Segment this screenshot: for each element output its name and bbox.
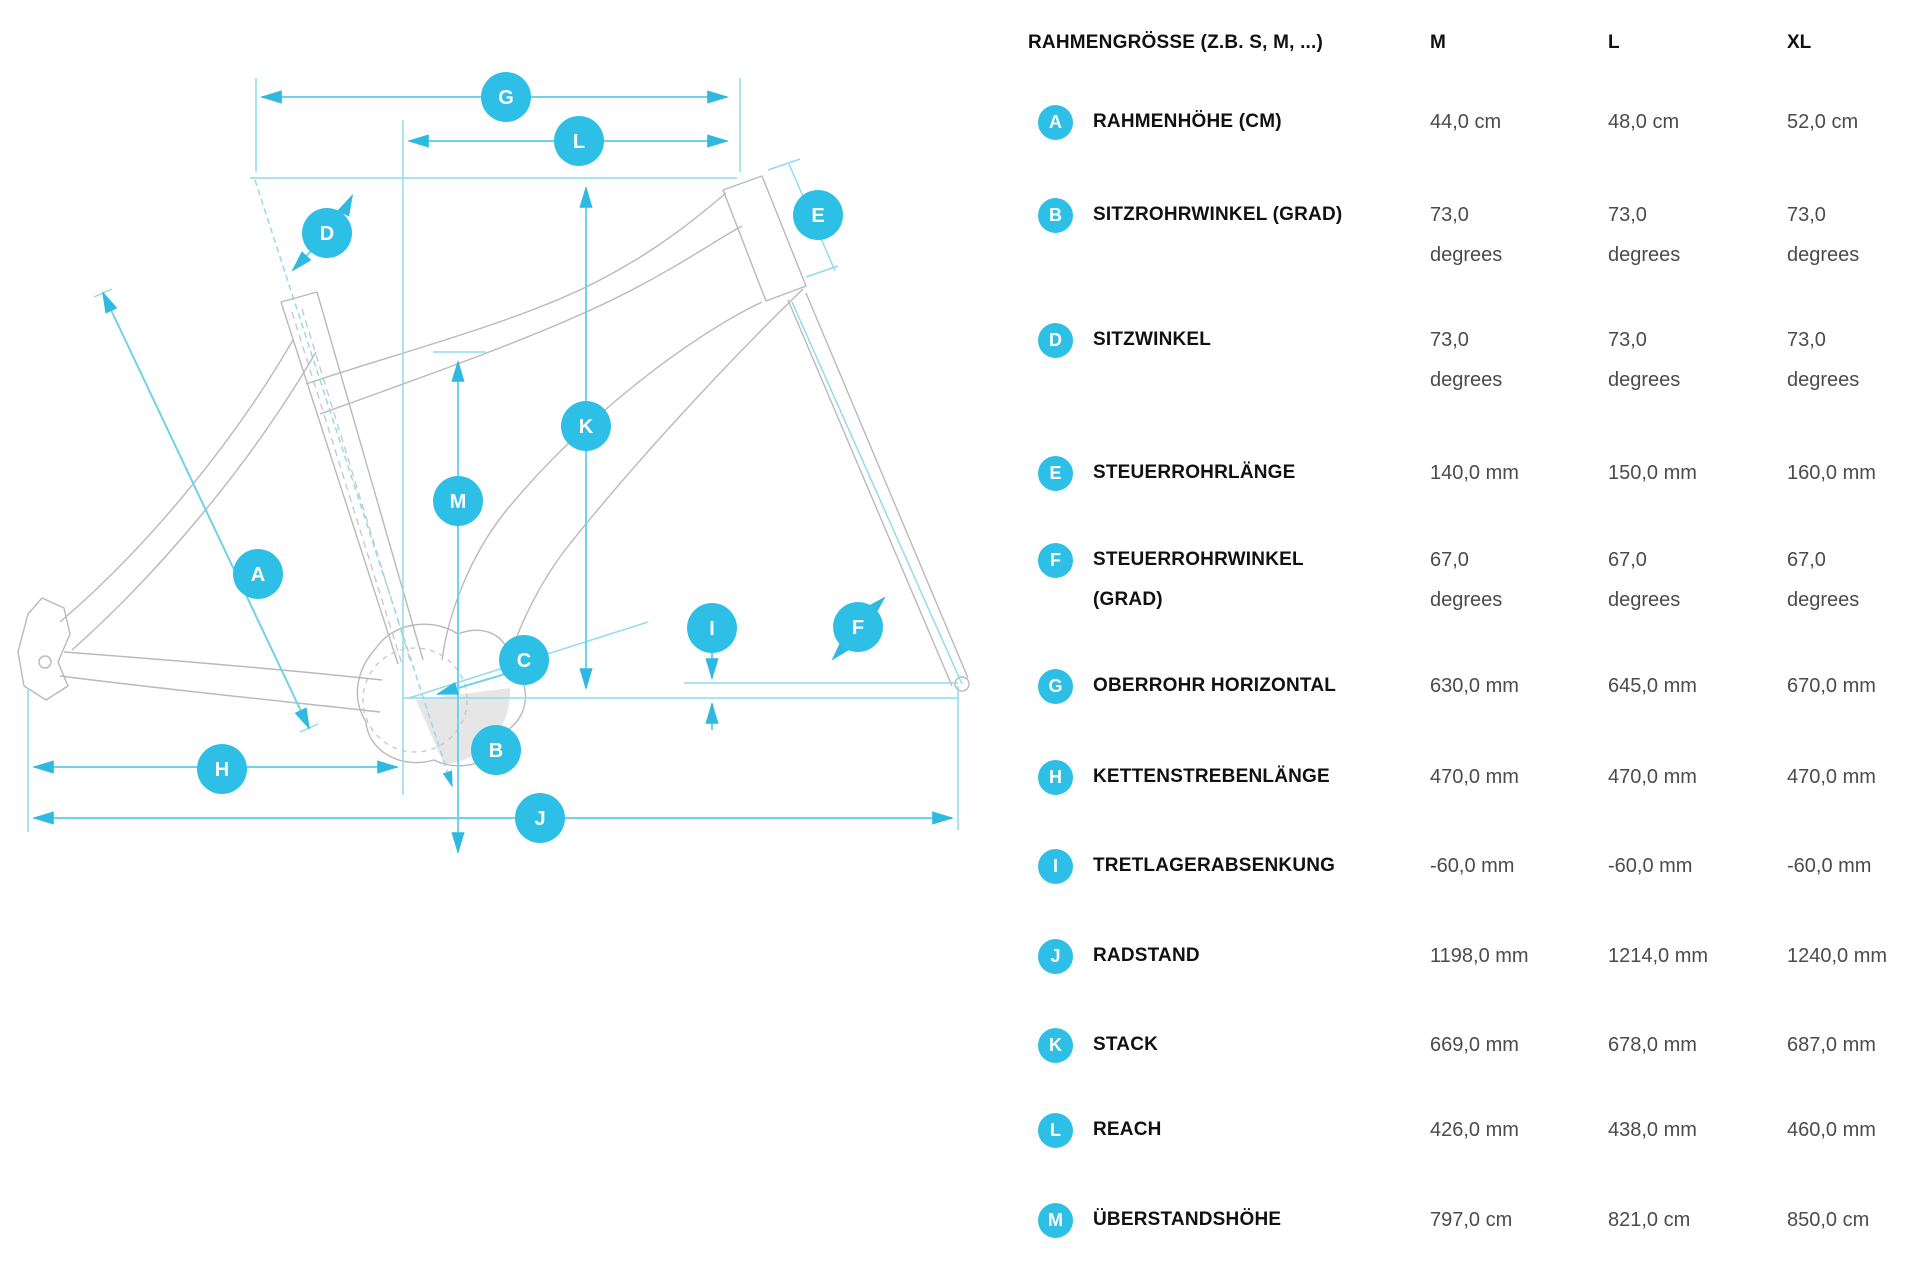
callout-letter-G: G <box>498 87 514 110</box>
row-value-G-XL: 670,0 mm <box>1787 675 1876 697</box>
row-label-J: RADSTAND <box>1093 945 1200 966</box>
row-value-J-M: 1198,0 mm <box>1430 945 1529 967</box>
row-badge-H: H <box>1038 760 1073 795</box>
row-badge-A: A <box>1038 105 1073 140</box>
row-value-B-L: 73,0 degrees <box>1608 204 1681 266</box>
row-value-L-M: 426,0 mm <box>1430 1119 1519 1141</box>
callout-letter-D: D <box>319 223 335 246</box>
rear-axle <box>39 656 51 668</box>
row-label-K: STACK <box>1093 1034 1159 1055</box>
chain-stays <box>60 652 382 712</box>
row-badge-B: B <box>1038 198 1073 233</box>
row-value-H-L: 470,0 mm <box>1608 766 1697 788</box>
row-label-M: ÜBERSTANDSHÖHE <box>1093 1209 1282 1230</box>
row-label-B: SITZROHRWINKEL (GRAD) <box>1093 204 1343 225</box>
row-value-G-M: 630,0 mm <box>1430 675 1519 697</box>
row-value-I-XL: -60,0 mm <box>1787 855 1872 877</box>
row-value-K-L: 678,0 mm <box>1608 1034 1697 1056</box>
row-value-F-M: 67,0 degrees <box>1430 549 1503 611</box>
row-value-K-M: 669,0 mm <box>1430 1034 1519 1056</box>
row-badge-L: L <box>1038 1113 1073 1148</box>
row-label-L: REACH <box>1093 1119 1162 1140</box>
row-badge-G: G <box>1038 669 1073 704</box>
callout-letter-H: H <box>214 759 230 782</box>
down-tube-lower <box>505 289 803 676</box>
row-badge-K: K <box>1038 1028 1073 1063</box>
row-label-H: KETTENSTREBENLÄNGE <box>1093 766 1330 787</box>
row-label-E: STEUERROHRLÄNGE <box>1093 462 1296 483</box>
callout-letter-A: A <box>250 564 266 587</box>
row-value-L-L: 438,0 mm <box>1608 1119 1697 1141</box>
row-value-D-XL: 73,0 degrees <box>1787 329 1860 391</box>
row-value-G-L: 645,0 mm <box>1608 675 1697 697</box>
row-label-I: TRETLAGERABSENKUNG <box>1093 855 1336 876</box>
row-value-M-XL: 850,0 cm <box>1787 1209 1870 1231</box>
table-column-m: M <box>1430 32 1446 53</box>
row-value-M-L: 821,0 cm <box>1608 1209 1691 1231</box>
row-value-A-XL: 52,0 cm <box>1787 111 1859 133</box>
row-value-A-M: 44,0 cm <box>1430 111 1502 133</box>
row-value-E-M: 140,0 mm <box>1430 462 1519 484</box>
callout-letter-K: K <box>578 416 594 439</box>
row-value-J-XL: 1240,0 mm <box>1787 945 1888 967</box>
table-column-xl: XL <box>1787 32 1812 53</box>
headtube-tick-top <box>768 159 800 170</box>
seat-axis <box>255 180 452 786</box>
row-value-F-XL: 67,0 degrees <box>1787 549 1860 611</box>
row-value-H-XL: 470,0 mm <box>1787 766 1876 788</box>
row-value-D-L: 73,0 degrees <box>1608 329 1681 391</box>
callout-circles <box>197 72 883 843</box>
top-tube-upper <box>306 193 726 384</box>
callout-letter-M: M <box>449 491 467 514</box>
row-label-G: OBERROHR HORIZONTAL <box>1093 675 1337 696</box>
row-badge-M: M <box>1038 1203 1073 1238</box>
row-value-B-M: 73,0 degrees <box>1430 204 1503 266</box>
row-value-M-M: 797,0 cm <box>1430 1209 1513 1231</box>
row-value-K-XL: 687,0 mm <box>1787 1034 1876 1056</box>
callout-letter-I: I <box>709 618 715 641</box>
row-badge-F: F <box>1038 543 1073 578</box>
row-value-J-L: 1214,0 mm <box>1608 945 1709 967</box>
row-badge-D: D <box>1038 323 1073 358</box>
row-badge-I: I <box>1038 849 1073 884</box>
row-badge-J: J <box>1038 939 1073 974</box>
row-value-E-L: 150,0 mm <box>1608 462 1697 484</box>
callout-letter-F: F <box>851 617 865 640</box>
row-value-H-M: 470,0 mm <box>1430 766 1519 788</box>
row-value-B-XL: 73,0 degrees <box>1787 204 1860 266</box>
row-label-A: RAHMENHÖHE (CM) <box>1093 111 1282 132</box>
row-value-E-XL: 160,0 mm <box>1787 462 1876 484</box>
callout-letter-C: C <box>516 650 532 673</box>
row-value-D-M: 73,0 degrees <box>1430 329 1503 391</box>
callout-letter-L: L <box>572 131 586 154</box>
row-value-A-L: 48,0 cm <box>1608 111 1680 133</box>
seat-stays <box>60 340 316 650</box>
head-tube <box>723 176 806 301</box>
row-badge-E: E <box>1038 456 1073 491</box>
rear-dropout <box>18 598 70 700</box>
row-value-I-L: -60,0 mm <box>1608 855 1693 877</box>
row-value-L-XL: 460,0 mm <box>1787 1119 1876 1141</box>
callout-letter-B: B <box>488 740 504 763</box>
row-label-F: STEUERROHRWINKEL (GRAD) <box>1093 549 1304 610</box>
row-value-I-M: -60,0 mm <box>1430 855 1515 877</box>
row-value-F-L: 67,0 degrees <box>1608 549 1681 611</box>
callout-letter-E: E <box>811 205 825 228</box>
table-column-l: L <box>1608 32 1620 53</box>
row-label-D: SITZWINKEL <box>1093 329 1212 350</box>
table-header-label: RAHMENGRÖSSE (Z.B. S, M, ...) <box>1028 32 1324 53</box>
top-tube-lower <box>320 226 742 414</box>
callout-letter-J: J <box>534 808 546 831</box>
